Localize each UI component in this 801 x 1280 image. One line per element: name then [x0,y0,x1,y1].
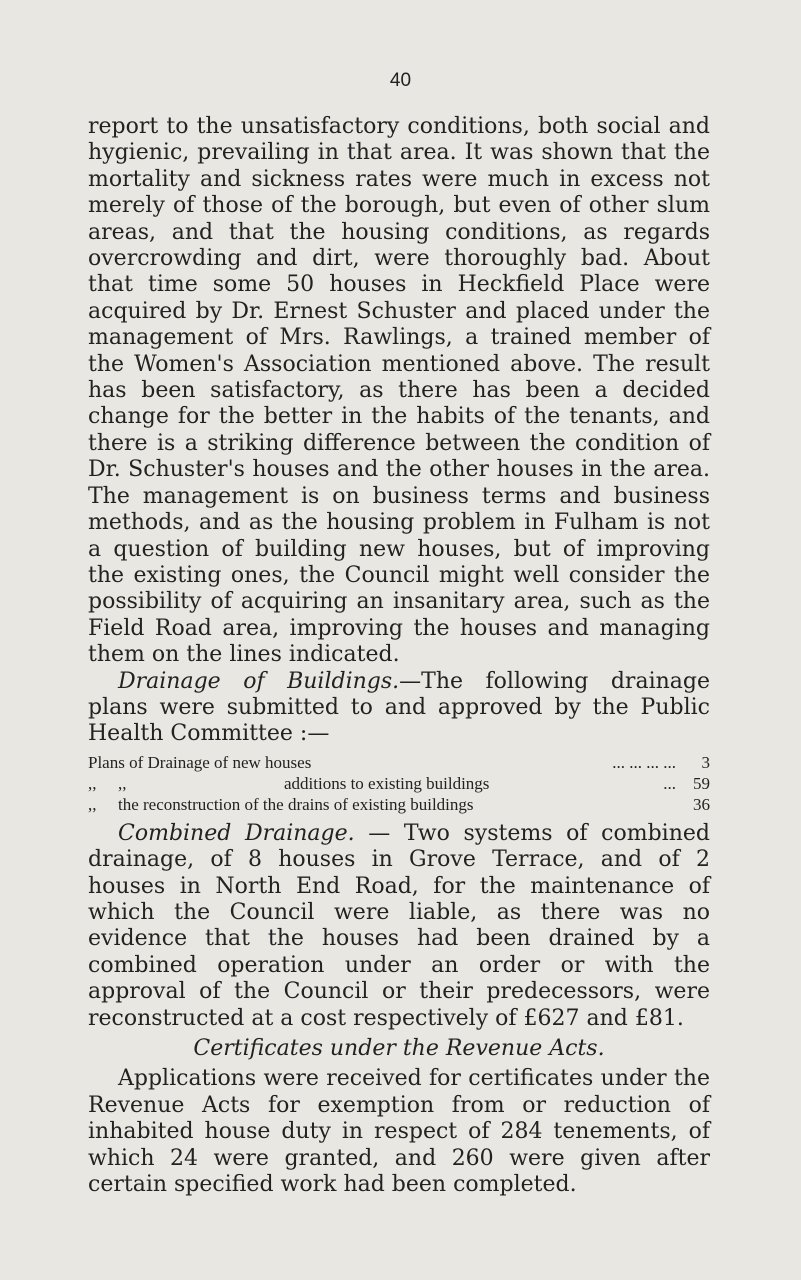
list-item [88,794,710,815]
list-item-ditto: ,, [88,773,97,793]
list-item-value: 3 [701,752,710,772]
list-item [88,752,710,773]
paragraph-housing: report to the unsatisfactory conditions, both social and hygienic, prevailing in that area. It was shown that the mortality and sickness rates were much in excess not merely of those of the borough, but even of other slum areas, and that the housing conditions, as regards overcrowding and dirt, were thoroughly bad. About that time some 50 houses in Heckfield Place were acquired by Dr. Ernest Schuster and placed under the management of Mrs. Rawlings, a trained member of the Women's Association mentioned above. The result has been satisfactory, as there has been a decided change for the better in the habits of the tenants, and there is a striking difference between the condition of Dr. Schuster's houses and the other houses in the area. The management is on business terms and business methods, and as the housing problem in Fulham is not a question of building new houses, but of improving the existing ones, the Council might well consider the possibility of acquiring an insanitary area, such as the Field Road area, improving the houses and managing them on the lines indicated. [88,114,710,668]
list-item-dots: ... ... ... ... [612,752,676,772]
list-item-value: 59 [693,773,710,793]
list-item [88,773,710,794]
drainage-plans-list [88,752,710,815]
list-item-dots: ... [663,773,676,793]
drainage-text: —The following drainage plans were submitted to and approved by the Public Health Committee :— [88,668,710,747]
list-item-value: 36 [693,794,710,814]
paragraph-drainage [88,669,710,748]
paragraph-combined-drainage [88,821,710,1032]
page-number: 40 [389,70,412,91]
list-item-label: Plans of Drainage of new houses [88,752,312,772]
combined-text: — Two systems of combined drainage, of 8 houses in Grove Terrace, and of 2 houses in North End Road, for the maintenance of which the Council were liable, as there was no evidence that the houses had been drained by a combined operation under an order or with the approval of the Council or their predecessors, were reconstructed at a cost respectively of £627 and £81. [88,820,710,1031]
body-text [88,114,710,1198]
list-item-ditto: ,, [118,773,127,793]
paragraph-certificates: Applications were received for certificates under the Revenue Acts for exemption from or reduction of inhabited house duty in respect of 284 tenements, of which 24 were granted, and 260 were given after certain specified work had been completed. [88,1066,710,1198]
list-item-label: additions to existing buildings [284,773,490,793]
certificates-heading: Certificates under the Revenue Acts. [193,1036,605,1061]
list-item-label: the reconstruction of the drains of existing buildings [118,794,474,814]
list-item-ditto: ,, [88,794,97,814]
combined-heading: Combined Drainage. [118,820,355,846]
drainage-heading: Drainage of Buildings. [118,668,400,694]
